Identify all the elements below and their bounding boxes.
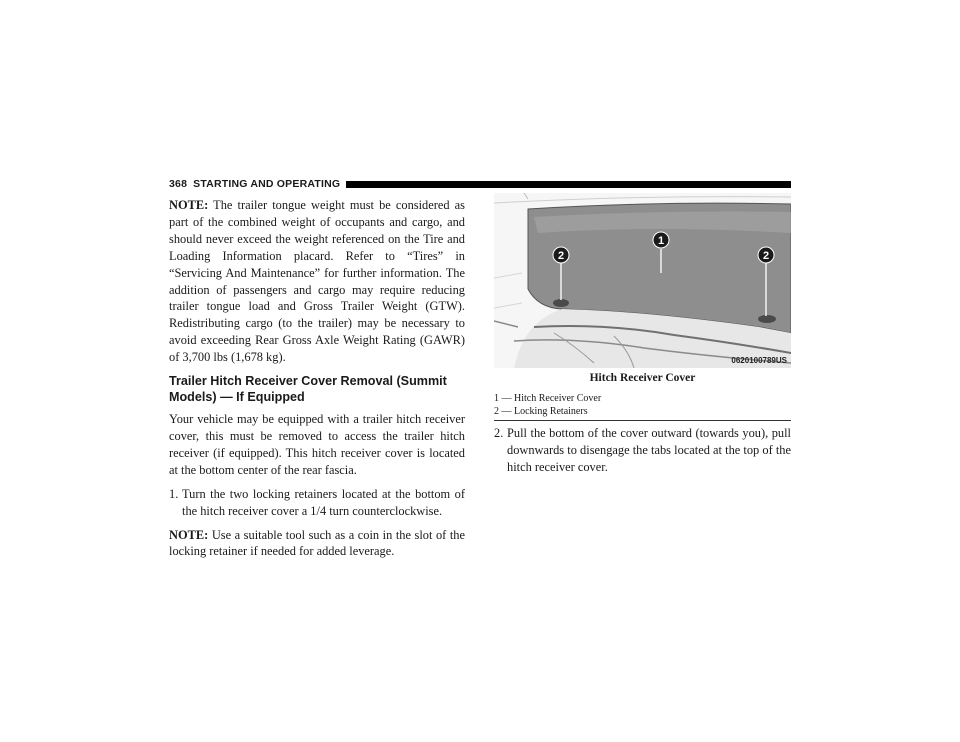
step-1 [169,486,465,520]
note-label-2: NOTE: [169,527,209,542]
note-text: The trailer tongue weight must be considered as part of the combined weight of occupants and cargo, and should never exceed the weight referenced on the Tire and Loading Information placard. Refer to “Tires” in “Servicing And Maintenance” for further information. The addition of passengers and cargo may require reducing trailer tongue load and Gross Trailer Weight (GTW). Redistributing cargo (to the trailer) may be necessary to avoid exceeding Rear Gross Axle Weight Rating (GAWR) of 3,700 lbs (1,678 kg). [169,198,465,365]
right-column [494,425,791,483]
callout-2-left-label: 2 [557,250,565,262]
left-column [169,197,465,567]
callout-1-icon [653,232,669,248]
intro-paragraph: Your vehicle may be equipped with a trailer hitch receiver cover, this must be removed to access the trailer hitch receiver (if equipped). This hitch receiver cover is located at the bottom center of the rear fascia. [169,412,465,477]
step-text-2: Pull the bottom of the cover outward (towards you), pull downwards to disengage the tabs located at the top of the hitch receiver cover. [507,426,791,474]
note-paragraph-2 [169,527,465,561]
figure-legend [494,393,791,421]
legend-item-2: 2 — Locking Retainers [494,405,588,417]
note-label: NOTE: [169,198,209,212]
note-text-2: Use a suitable tool such as a coin in the slot of the locking retainer if needed for added leverage. [169,527,465,559]
right-retainer-icon [758,315,776,323]
figure-caption: Hitch Receiver Cover [589,372,696,384]
section-title: STARTING AND OPERATING [193,178,341,190]
callout-2-left-icon [553,247,569,263]
page-header [169,175,791,193]
callout-2-right-icon [758,247,774,263]
page-number: 368 [169,178,188,190]
header-rule [346,181,791,188]
legend-item-1: 1 — Hitch Receiver Cover [494,393,602,404]
step-number-2: 2. [494,426,504,440]
note-paragraph [169,197,465,366]
hitch-cover-illustration [494,193,791,368]
step-2 [494,425,791,476]
step-number: 1. [169,486,179,501]
image-code: 0620100789US [731,356,787,365]
section-subheading: Trailer Hitch Receiver Cover Removal (Summit Models) — If Equipped [169,374,447,405]
left-retainer-icon [553,299,569,307]
callout-2-right-label: 2 [762,250,770,262]
step-text: Turn the two locking retainers located at the bottom of the hitch receiver cover a 1/4 turn counterclockwise. [182,486,465,518]
callout-1-label: 1 [657,235,665,247]
hitch-receiver-figure [494,193,791,368]
